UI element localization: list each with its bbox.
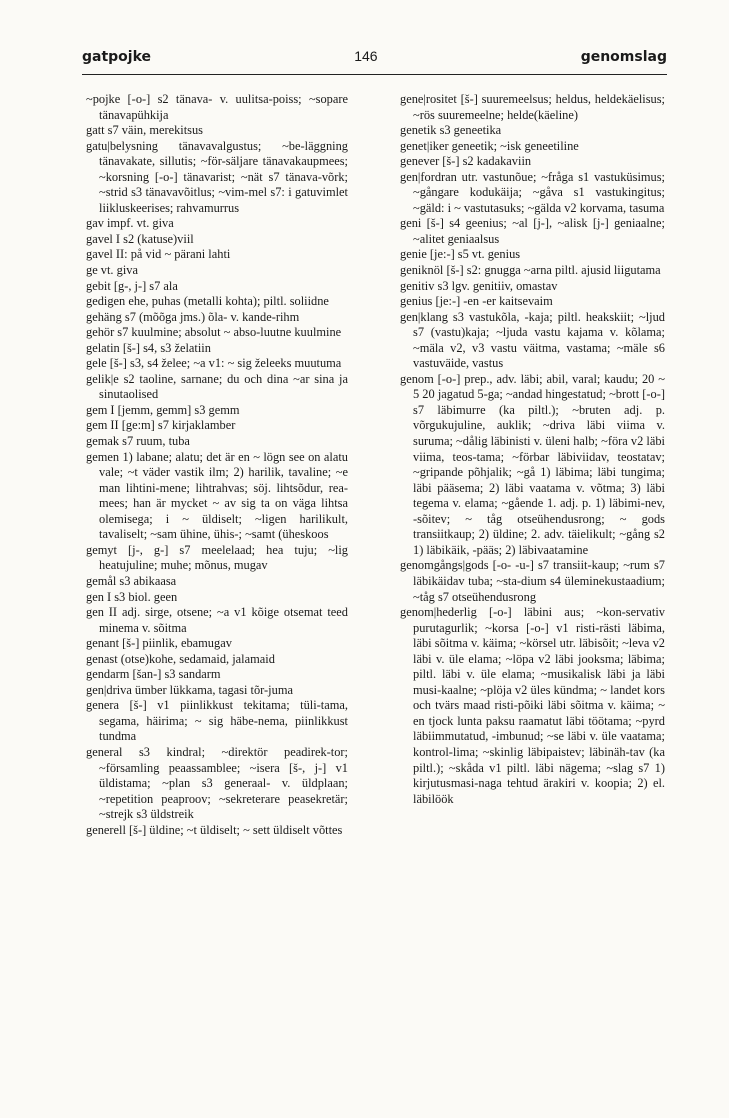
dictionary-entry: gen II adj. sirge, otsene; ~a v1 kõige otsemat teed minema v. sõitma bbox=[86, 605, 348, 635]
dictionary-entry: gen|fordran utr. vastunõue; ~fråga s1 vastuküsimus; ~gångare kodukäija; ~gåva s1 vastukingitus; ~gäld: i ~ vastutasuks; ~gälda v2 korvama, tasuma bbox=[400, 169, 665, 215]
dictionary-entry: gen|klang s3 vastukõla, -kaja; piltl. heakskiit; ~ljud s7 (vastu)kaja; ~ljuda vastu kajama v. kõlama; ~mäla v2, v3 vastu väitma, vastama; ~mäle s6 vastuväide, vastus bbox=[400, 309, 665, 371]
dictionary-entry: genetik s3 geneetika bbox=[400, 123, 502, 138]
page-header bbox=[82, 48, 667, 75]
dictionary-entry: gatu|belysning tänavavalgustus; ~be-läggning tänavakate, sillutis; ~för-säljare tänavakaupmees; ~korsning [-o-] tänavarist; ~nät s7 tänava-võrk; ~strid s3 tänavavõitlus; ~vim-mel s7: i gatuvimlet liikluskeerises; rahvamurrus bbox=[86, 138, 348, 215]
dictionary-entry: genie [je:-] s5 vt. genius bbox=[400, 247, 521, 262]
left-column bbox=[86, 92, 348, 838]
dictionary-entry: genever [š-] s2 kadakaviin bbox=[400, 154, 532, 169]
dictionary-entry: gebit [g-, j-] s7 ala bbox=[86, 278, 178, 293]
dictionary-entry: gelatin [š-] s4, s3 želatiin bbox=[86, 340, 211, 355]
dictionary-entry: gav impf. vt. giva bbox=[86, 216, 174, 231]
page-number: 146 bbox=[354, 48, 378, 64]
dictionary-entry: gemyt [j-, g-] s7 meelelaad; hea tuju; ~lig heatujuline; muhe; mõnus, mugav bbox=[86, 542, 348, 573]
dictionary-entry: general s3 kindral; ~direktör peadirek-tor; ~församling peaassamblee; ~isera [š-, j-] v1 üldistama; ~plan s3 generaal- v. üldplaan; ~repetition peaproov; ~sekreterare peasekretär; ~strejk s3 üldstreik bbox=[86, 744, 348, 822]
dictionary-entry: gavel II: på vid ~ pärani lahti bbox=[86, 247, 231, 262]
dictionary-entry: genitiv s3 lgv. genitiiv, omastav bbox=[400, 278, 558, 293]
dictionary-entry: geniknöl [š-] s2: gnugga ~arna piltl. ajusid liigutama bbox=[400, 263, 661, 278]
dictionary-entry: generell [š-] üldine; ~t üldiselt; ~ sett üldiselt võttes bbox=[86, 822, 343, 837]
right-column bbox=[400, 92, 665, 807]
dictionary-entry: genius [je:-] -en -er kaitsevaim bbox=[400, 294, 553, 309]
dictionary-entry: gen I s3 biol. geen bbox=[86, 589, 178, 604]
dictionary-entry: gem II [ge:m] s7 kirjaklamber bbox=[86, 418, 236, 433]
dictionary-entry: gehäng s7 (mõõga jms.) õla- v. kande-rihm bbox=[86, 309, 300, 324]
dictionary-entry: gendarm [šan-] s3 sandarm bbox=[86, 667, 221, 682]
dictionary-entry: gelik|e s2 taoline, sarnane; du och dina ~ar sina ja sinutaolised bbox=[86, 371, 348, 402]
dictionary-entry: genast (otse)kohe, sedamaid, jalamaid bbox=[86, 651, 275, 666]
dictionary-entry: ge vt. giva bbox=[86, 263, 138, 278]
dictionary-entry: genom [-o-] prep., adv. läbi; abil, varal; kaudu; 20 ~ 5 20 jagatud 5-ga; ~andad hingestatud; ~brott [-o-] s7 läbimurre (ka piltl.); ~bruten adj. p. võrgukujuline, auklik; ~driva läbi viima v. suruma; ~dålig läbinisti v. üleni halb; ~föra v2 läbi viima, teos-tama; ~förbar läbiviidav, teostatav; ~gripande põhjalik; ~gå 1) läbima; läbi tungima; läbi pääsema; 2) läbi vaatama v. võtma; 3) läbi tegema v. elama; ~gående 1. adj. p. 1) läbimi-nev, -sõitev; ~ tåg otseühendusrong; ~ gods transiitkaup; 2) üldine; 2. adv. täielikult; ~gång s2 1) läbikäik, -pääs; 2) läbivaatamine bbox=[400, 371, 665, 557]
dictionary-entry: genera [š-] v1 piinlikkust tekitama; tüli-tama, segama, häirima; ~ sig häbe-nema, piinlikkust tundma bbox=[86, 698, 348, 744]
dictionary-entry: genom|hederlig [-o-] läbini aus; ~kon-servativ purutagurlik; ~korsa [-o-] v1 risti-rästi läbima, läbi sõitma v. käima; ~körsel utr. läbisõit; ~leva v2 läbi v. üle elama; ~löpa v2 läbi jooksma; läbima; piltl. läbi v. üle elama; ~musikalisk läbi ja läbi musi-kaalne; ~plöja v2 üles kündma; ~ landet kors och tvärs maad risti-põiki läbi sõitma v. käima; ~ en tjock lunta paksu raamatut läbi töötama; ~pyrd läbiimmutatud, -imbunud; ~se läbi v. üle vaatama; kontrol-lima; ~skinlig läbipaistev; läbinäh-tav (ka piltl.); ~skåda v1 piltl. läbi nägema; ~slag s7 1) kirjutusmasi-naga tehtud ärakiri v. koopia; 2) el. läbilöök bbox=[400, 605, 665, 806]
dictionary-entry: gavel I s2 (katuse)viil bbox=[86, 231, 194, 246]
dictionary-entry: gemen 1) labane; alatu; det är en ~ lögn see on alatu vale; ~t väder vastik ilm; 2) harilik, tavaline; ~e man lihtini-mene; lihtrahvas; söj. lihtsõdur, rea-mees; han är mycket ~ av sig ta on väga lihtsa olemisega; i ~ üldiselt; ~ligen harilikult, tavaliselt; ~sam ühine, ühis-; ~samt (üheskoos bbox=[86, 449, 348, 542]
dictionary-entry: geni [š-] s4 geenius; ~al [j-], ~alisk [j-] geniaalne; ~alitet geniaalsus bbox=[400, 216, 665, 246]
dictionary-entry: genomgångs|gods [-o- -u-] s7 transiit-kaup; ~rum s7 läbikäidav tuba; ~sta-dium s4 üleminekustaadium; ~tåg s7 otseühendusrong bbox=[400, 558, 665, 604]
dictionary-entry: gele [š-] s3, s4 želee; ~a v1: ~ sig želeeks muutuma bbox=[86, 356, 342, 371]
dictionary-entry: gemål s3 abikaasa bbox=[86, 573, 177, 588]
dictionary-entry: gatt s7 väin, merekitsus bbox=[86, 123, 204, 138]
header-left-guide-word: gatpojke bbox=[82, 49, 152, 65]
header-right-guide-word: genomslag bbox=[580, 49, 667, 65]
dictionary-entry: genet|iker geneetik; ~isk geneetiline bbox=[400, 138, 579, 153]
dictionary-entry: gemak s7 ruum, tuba bbox=[86, 434, 190, 449]
dictionary-entry: genant [š-] piinlik, ebamugav bbox=[86, 636, 232, 651]
dictionary-entry: gehör s7 kuulmine; absolut ~ abso-luutne kuulmine bbox=[86, 325, 342, 340]
dictionary-entry: gen|driva ümber lükkama, tagasi tõr-juma bbox=[86, 682, 293, 697]
dictionary-entry: gedigen ehe, puhas (metalli kohta); piltl. soliidne bbox=[86, 294, 329, 309]
dictionary-entry: gem I [jemm, gemm] s3 gemm bbox=[86, 402, 240, 417]
dictionary-entry: gene|rositet [š-] suuremeelsus; heldus, heldekäelisus; ~rös suuremeelne; helde(käeline) bbox=[400, 92, 665, 122]
dictionary-entry: ~pojke [-o-] s2 tänava- v. uulitsa-poiss; ~sopare tänavapühkija bbox=[86, 92, 348, 122]
